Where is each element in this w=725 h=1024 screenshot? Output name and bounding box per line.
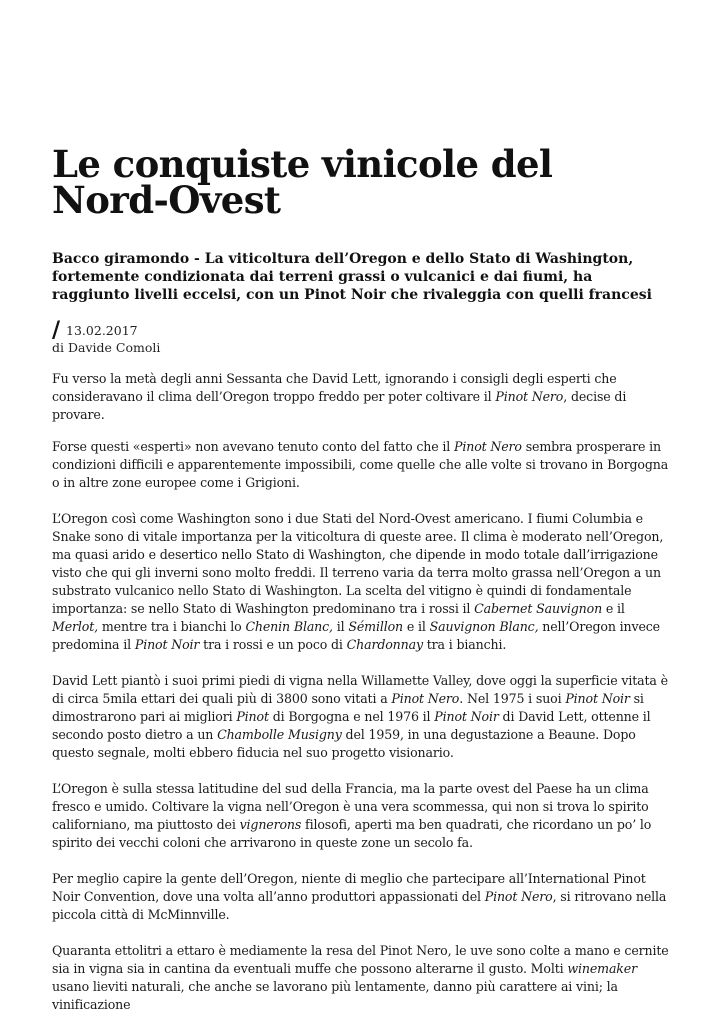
paragraph-text: e il: [602, 601, 625, 616]
italic-text: Cabernet Sauvignon: [474, 601, 603, 616]
italic-text: Pinot Nero: [495, 389, 564, 404]
italic-text: Chambolle Musigny: [217, 727, 342, 742]
article-subtitle: Bacco giramondo - La viticoltura dell’Oregon e dello Stato di Washington, fortemente condizionata dai terreni grassi o vulcanici e dai fiumi, ha raggiunto livelli eccelsi, con un Pinot Noir che rivaleggia con quelli francesi: [52, 251, 652, 303]
italic-text: Pinot Nero: [391, 691, 460, 706]
paragraph-text: Per meglio capire la gente dell’Oregon, niente di meglio che partecipare all’International Pinot Noir Convention, dove una volta all’anno produttori appassionati del: [52, 871, 646, 904]
publish-date: 13.02.2017: [66, 323, 138, 338]
body-paragraph: [52, 370, 674, 424]
paragraph-text: Forse questi «esperti» non avevano tenuto conto del fatto che il: [52, 439, 455, 454]
body-paragraph: [52, 438, 674, 492]
separator-slash: /: [52, 317, 61, 343]
paragraph-text: filosofi, aperti ma ben quadrati, che ricordano un po’ lo spirito dei vecchi coloni che arrivarono in queste zone un secolo fa.: [52, 817, 652, 850]
paragraph-text: di Borgogna e nel 1976 il: [268, 709, 435, 724]
italic-text: Pinot: [236, 709, 269, 724]
paragraph-text: e il: [402, 619, 430, 634]
italic-text: vignerons: [239, 817, 302, 832]
paragraph-text: . Nel 1975 i suoi: [459, 691, 566, 706]
italic-text: Pinot Noir: [134, 637, 200, 652]
paragraph-text: di David Lett, ottenne il secondo posto dietro a un: [52, 709, 651, 742]
paragraph-text: si dimostrarono pari ai migliori: [52, 691, 644, 724]
paragraph-text: tra i rossi e un poco di: [199, 637, 347, 652]
paragraph-text: David Lett piantò i suoi primi piedi di vigna nella Willamette Valley, dove oggi la superficie vitata è di circa 5mila ettari dei quali più di 3800 sono vitati a: [52, 673, 668, 706]
body-paragraph: [52, 672, 674, 762]
body-paragraph: [52, 780, 674, 852]
author-byline: di Davide Comoli: [52, 340, 161, 355]
article-meta: [52, 317, 672, 355]
paragraph-text: Fu verso la metà degli anni Sessanta che David Lett, ignorando i consigli degli esperti che consideravano il clima dell’Oregon troppo freddo per poter coltivare il: [52, 371, 617, 404]
paragraph-text: mentre tra i bianchi lo: [98, 619, 246, 634]
italic-text: Pinot Noir: [565, 691, 630, 706]
paragraph-text: L’Oregon così come Washington sono i due Stati del Nord-Ovest americano. I fiumi Columbia e Snake sono di vitale importanza per la viticoltura di queste aree. Il clima è moderato nell’Oregon, ma quasi arido e desertico nello Stato di Washington, che dipende in modo totale dall’irrigazione visto che qui gli inverni sono molto freddi. Il terreno varia da terra molto grassa nell’Oregon a un substrato vulcanico nello Stato di Washington. La scelta del vitigno è quindi di fondamentale importanza: se nello Stato di Washington predominano tra i rossi il: [52, 511, 664, 616]
body-paragraph: [52, 942, 674, 1014]
paragraph-text: , si ritrovano nella piccola città di McMinnville.: [52, 889, 667, 922]
italic-text: Pinot Nero: [454, 439, 522, 454]
paragraph-text: tra i bianchi.: [422, 637, 507, 652]
date-line: [52, 317, 672, 343]
body-paragraph: [52, 510, 674, 654]
paragraph-text: L’Oregon è sulla stessa latitudine del sud della Francia, ma la parte ovest del Paese ha un clima fresco e umido. Coltivare la vigna nell’Oregon è una vera scommessa, qui non si trova lo spirito californiano, ma piuttosto dei: [52, 781, 649, 832]
paragraph-text: del 1959, in una degustazione a Beaune. Dopo questo segnale, molti ebbero fiducia nel suo progetto visionario.: [52, 727, 636, 760]
italic-text: Sauvignon Blanc,: [429, 619, 539, 634]
italic-text: Merlot,: [52, 619, 98, 634]
paragraph-text: , decise di provare.: [52, 389, 627, 422]
italic-text: winemaker: [567, 961, 637, 976]
paragraph-text: usano lieviti naturali, che anche se lavorano più lentamente, danno più carattere ai vini; la vinificazione: [52, 979, 618, 1012]
article-title: Le conquiste vinicole del Nord-Ovest: [52, 142, 553, 222]
italic-text: Chenin Blanc,: [245, 619, 333, 634]
italic-text: Chardonnay: [346, 637, 423, 652]
paragraph-text: nell’Oregon invece predomina il: [52, 619, 660, 652]
article-body: [52, 370, 674, 1014]
italic-text: Sémillon: [348, 619, 403, 634]
body-paragraph: [52, 870, 674, 924]
paragraph-text: Quaranta ettolitri a ettaro è mediamente la resa del Pinot Nero, le uve sono colte a mano e cernite sia in vigna sia in cantina da eventuali muffe che possono alterarne il gusto. Molti: [52, 943, 669, 976]
paragraph-text: sembra prosperare in condizioni difficili e apparentemente impossibili, come quelle che alle volte si trovano in Borgogna o in altre zone europee come i Grigioni.: [52, 439, 669, 490]
paragraph-text: il: [332, 619, 349, 634]
italic-text: Pinot Noir: [434, 709, 499, 724]
italic-text: Pinot Nero: [484, 889, 553, 904]
